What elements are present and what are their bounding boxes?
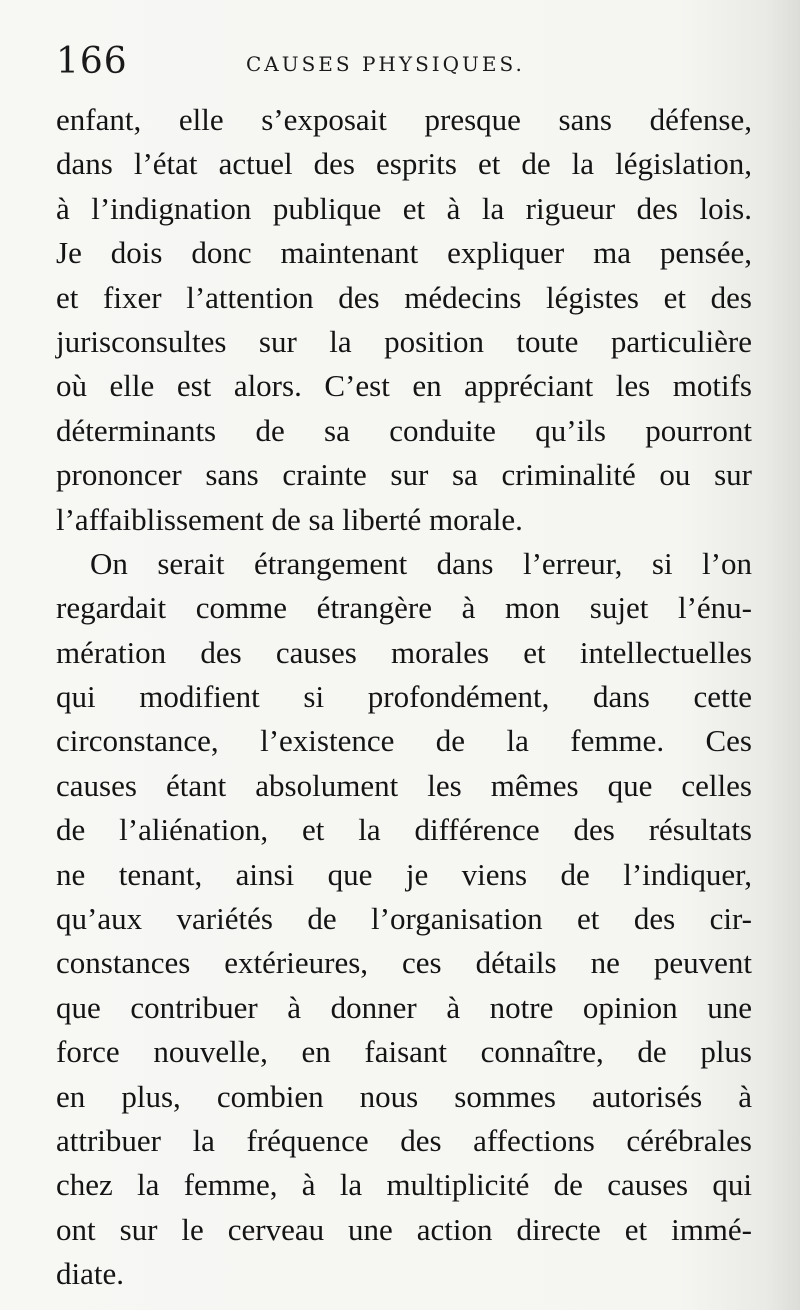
text-line: regardait comme étrangère à mon sujet l’énu- xyxy=(56,590,752,626)
text-line: de l’aliénation, et la différence des résultats xyxy=(56,812,752,848)
paragraph-1 xyxy=(56,98,752,542)
text-line: diate. xyxy=(56,1256,124,1292)
paragraph-2 xyxy=(56,542,752,1297)
text-line: On serait étrangement dans l’erreur, si l’on xyxy=(90,545,752,581)
text-line: et fixer l’attention des médecins légistes et des xyxy=(56,279,752,315)
text-line: prononcer sans crainte sur sa criminalité ou sur xyxy=(56,457,752,493)
text-line: circonstance, l’existence de la femme. Ces xyxy=(56,723,752,759)
text-line: qui modifient si profondément, dans cette xyxy=(56,679,752,715)
running-title: CAUSES PHYSIQUES. xyxy=(246,52,525,76)
text-line: dans l’état actuel des esprits et de la législation, xyxy=(56,146,752,182)
text-line: Je dois donc maintenant expliquer ma pensée, xyxy=(56,235,752,271)
text-line: mération des causes morales et intellectuelles xyxy=(56,634,752,670)
body-text xyxy=(56,98,752,1297)
text-line: force nouvelle, en faisant connaître, de plus xyxy=(56,1034,752,1070)
text-line: chez la femme, à la multiplicité de causes qui xyxy=(56,1167,752,1203)
text-line: déterminants de sa conduite qu’ils pourront xyxy=(56,412,752,448)
page-header xyxy=(56,40,756,86)
text-line: l’affaiblissement de sa liberté morale. xyxy=(56,501,523,537)
text-line: constances extérieures, ces détails ne peuvent xyxy=(56,945,752,981)
text-line: causes étant absolument les mêmes que celles xyxy=(56,767,752,803)
text-line: où elle est alors. C’est en appréciant les motifs xyxy=(56,368,752,404)
text-line: qu’aux variétés de l’organisation et des cir- xyxy=(56,901,752,937)
text-line: ne tenant, ainsi que je viens de l’indiquer, xyxy=(56,856,752,892)
text-line: ont sur le cerveau une action directe et immé- xyxy=(56,1211,752,1247)
text-line: que contribuer à donner à notre opinion une xyxy=(56,989,752,1025)
text-line: enfant, elle s’exposait presque sans défense, xyxy=(56,102,752,137)
text-line: à l’indignation publique et à la rigueur des lois. xyxy=(56,190,752,226)
text-line: en plus, combien nous sommes autorisés à xyxy=(56,1078,752,1114)
page-number: 166 xyxy=(56,41,128,82)
text-line: jurisconsultes sur la position toute particulière xyxy=(56,323,752,359)
text-line: attribuer la fréquence des affections cérébrales xyxy=(56,1122,752,1158)
